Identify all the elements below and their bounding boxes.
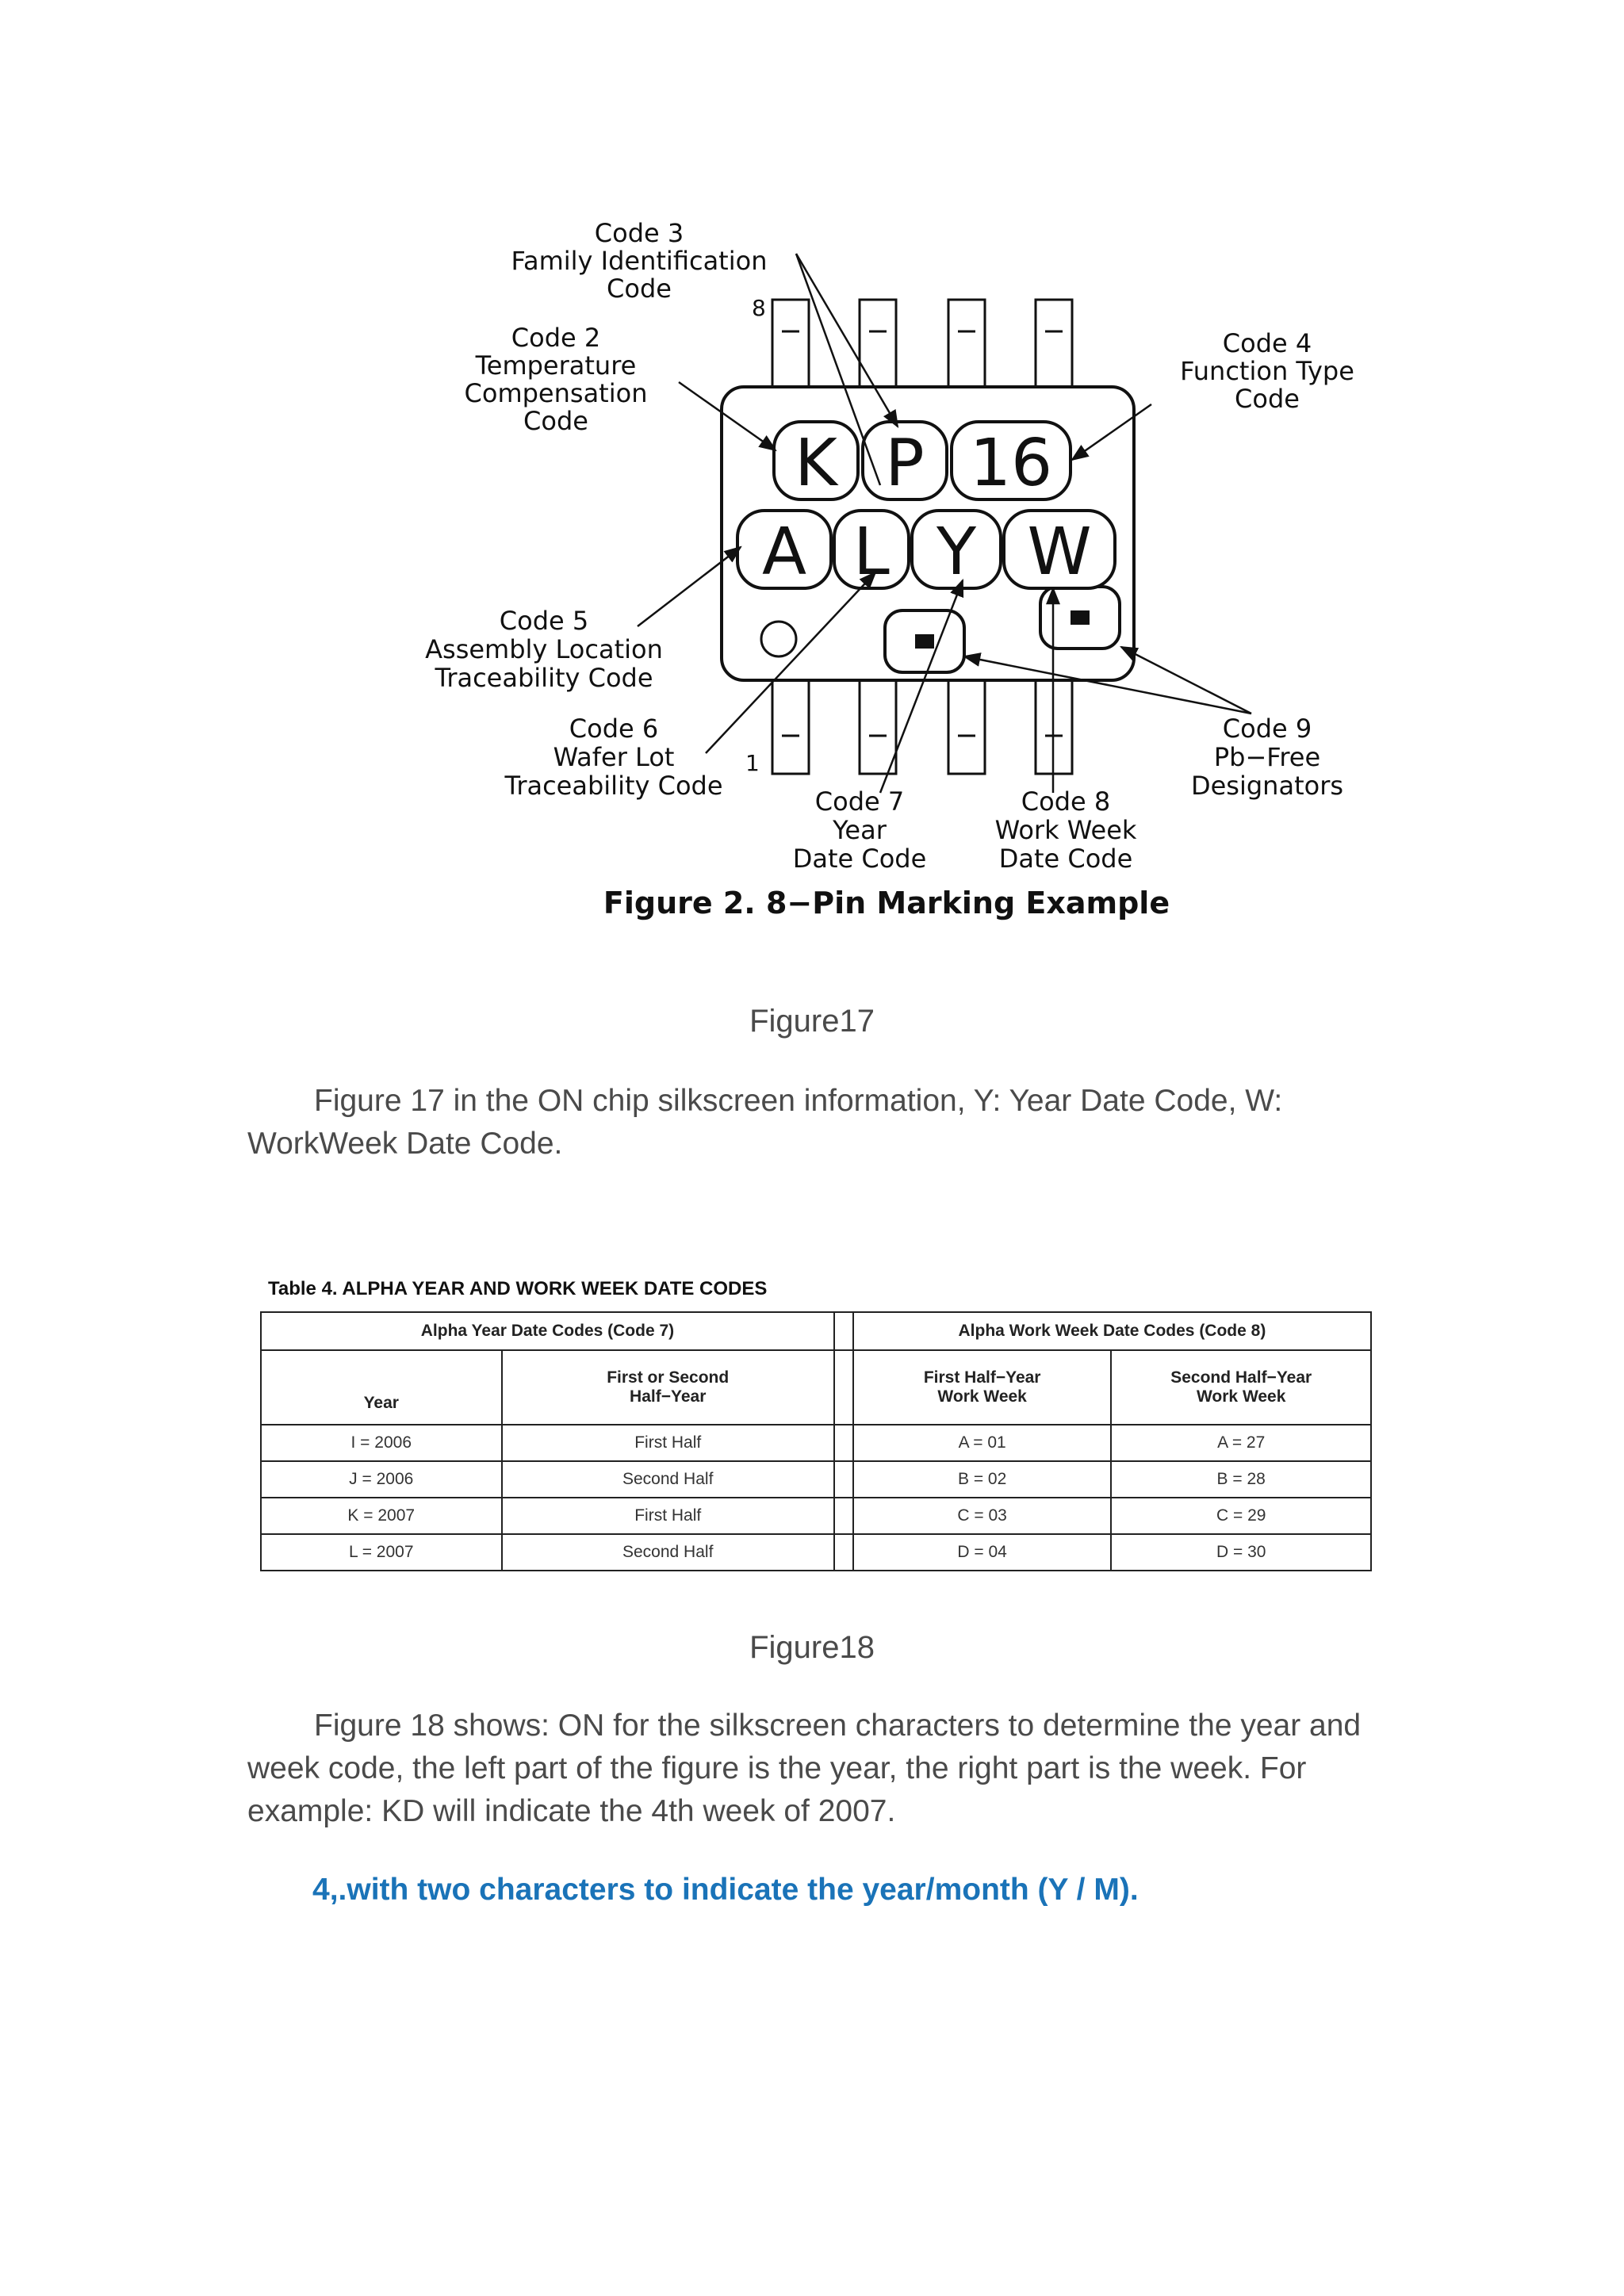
callout-code4: Code 4 Function Type Code: [1180, 328, 1354, 414]
table4-title: Table 4. ALPHA YEAR AND WORK WEEK DATE CODES: [268, 1278, 768, 1299]
callout-code9: Code 9 Pb−Free Designators: [1190, 714, 1344, 801]
callout-code3: Code 3 Family Identification Code: [511, 218, 768, 304]
cell-half: Second Half: [502, 1534, 834, 1571]
cell-year: I = 2006: [261, 1425, 502, 1461]
mark-a: A: [761, 515, 807, 590]
cell-year: L = 2007: [261, 1534, 502, 1571]
cell-half: First Half: [502, 1425, 834, 1461]
table-gap: [834, 1312, 853, 1350]
table-gap: [834, 1461, 853, 1498]
col-header-half-year: First or Second Half−Year: [502, 1350, 834, 1425]
table-gap: [834, 1498, 853, 1534]
table-gap: [834, 1425, 853, 1461]
figure17-caption: Figure17: [749, 1004, 875, 1039]
callout-code5: Code 5 Assembly Location Traceability Code: [425, 606, 663, 693]
cell-half: First Half: [502, 1498, 834, 1534]
col-header-year: Year: [261, 1350, 502, 1425]
leader-code9a: [1121, 647, 1251, 714]
figure18-description: Figure 18 shows: ON for the silkscreen characters to determine the year and week code, the left part of the figure is the year, the right part is the week. For example: KD will indicate the 4th week of 2007.: [247, 1709, 1362, 1828]
callout-code2: Code 2 Temperature Compensation Code: [464, 323, 648, 436]
cell-second-week: A = 27: [1111, 1425, 1371, 1461]
mark-16: 16: [969, 426, 1053, 501]
cell-second-week: C = 29: [1111, 1498, 1371, 1534]
cell-second-week: D = 30: [1111, 1534, 1371, 1571]
mark-y: Y: [936, 515, 977, 590]
mark-w: W: [1027, 515, 1092, 590]
table-gap: [834, 1350, 853, 1425]
section-heading: 4,.with two characters to indicate the year/month (Y / M).: [312, 1873, 1139, 1907]
cell-year: K = 2007: [261, 1498, 502, 1534]
group-header-week: Alpha Work Week Date Codes (Code 8): [853, 1312, 1371, 1350]
col-header-second-half-week: Second Half−Year Work Week: [1111, 1350, 1371, 1425]
table-row: [261, 1461, 1371, 1498]
cell-first-week: C = 03: [853, 1498, 1112, 1534]
mark-k: K: [795, 426, 837, 501]
mark-l: L: [853, 515, 890, 590]
marking-diagram: [0, 0, 1624, 951]
callout-code6: Code 6 Wafer Lot Traceability Code: [504, 714, 723, 801]
mark-p: P: [885, 426, 925, 501]
cell-first-week: D = 04: [853, 1534, 1112, 1571]
col-header-first-half-week: First Half−Year Work Week: [853, 1350, 1112, 1425]
cell-first-week: B = 02: [853, 1461, 1112, 1498]
figure18-caption: Figure18: [749, 1630, 875, 1665]
figure2-title: Figure 2. 8−Pin Marking Example: [603, 886, 1170, 920]
table-row: [261, 1498, 1371, 1534]
cell-second-week: B = 28: [1111, 1461, 1371, 1498]
table-row: [261, 1534, 1371, 1571]
cell-half: Second Half: [502, 1461, 834, 1498]
date-code-table: [260, 1311, 1372, 1571]
table-row: [261, 1425, 1371, 1461]
cell-year: J = 2006: [261, 1461, 502, 1498]
cell-first-week: A = 01: [853, 1425, 1112, 1461]
pin-8-label: 8: [752, 295, 766, 321]
callout-code8: Code 8 Work Week Date Code: [994, 786, 1137, 874]
bottom-pins: [772, 679, 1072, 774]
figure17-description: Figure 17 in the ON chip silkscreen information, Y: Year Date Code, W: WorkWeek Date Code.: [247, 1084, 1283, 1161]
group-header-year: Alpha Year Date Codes (Code 7): [261, 1312, 834, 1350]
table-gap: [834, 1534, 853, 1571]
callout-code7: Code 7 Year Date Code: [792, 786, 927, 874]
pin-1-label: 1: [745, 750, 760, 776]
